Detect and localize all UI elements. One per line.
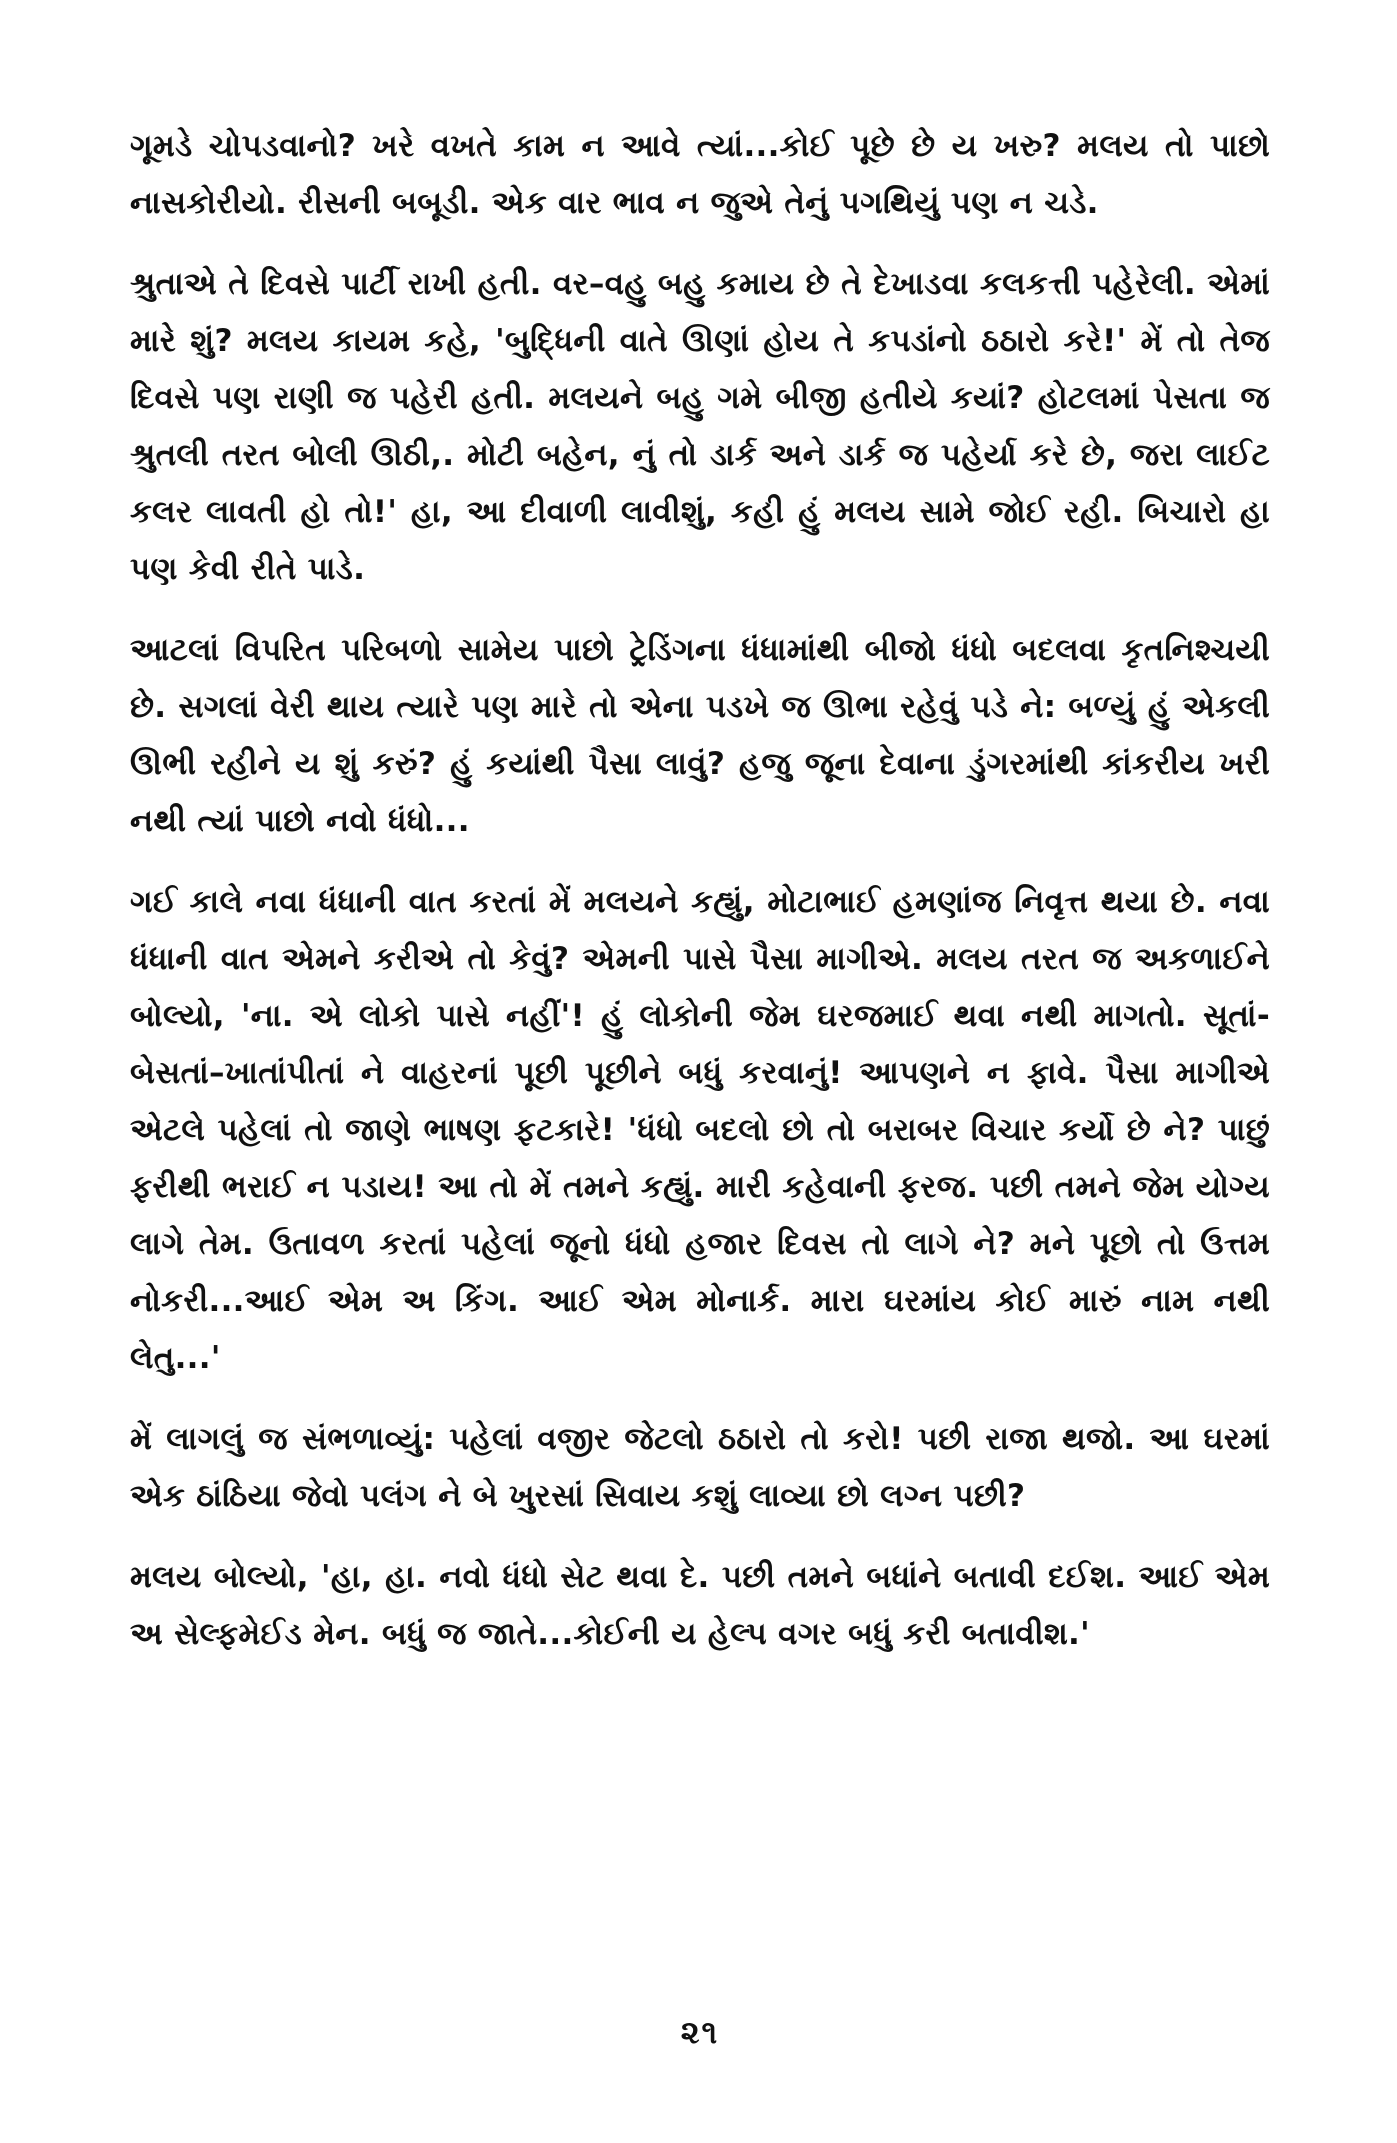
- page-number: ૨૧: [680, 2013, 720, 2051]
- paragraph-3: આટલાં વિપરિત પરિબળો સામેય પાછો ટ્રેડિંગના ધંધામાંથી બીજો ધંધો બદલવા કૃતનિશ્ચયી છે. સગલાં વેરી થાય ત્યારે પણ મારે તો એના પડખે જ ઊભા રહેવું પડે ને: બળ્યું હું એકલી ઊભી રહીને ય શું કરું? હું કયાંથી પૈસા લાવું? હજુ જૂના દેવાના ડુંગરમાંથી કાંકરીય ખરી નથી ત્યાં પાછો નવો ધંધો...: [130, 632, 1270, 839]
- book-page: [130, 118, 1270, 2108]
- paragraph-2: શ્રુતાએ તે દિવસે પાર્ટી રાખી હતી. વર–વહુ બહુ કમાય છે તે દેખાડવા કલકત્તી પહેરેલી. એમાં મારે શું? મલય કાયમ કહે, 'બુદ્ધિની વાતે ઊણાં હોય તે કપડાંનો ઠઠારો કરે!' મેં તો તેજ દિવસે પણ રાણી જ પહેરી હતી. મલયને બહુ ગમે બીજી હતીયે કયાં? હોટલમાં પેસતા જ શ્રુતલી તરત બોલી ઊઠી,. મોટી બહેન, નું તો ડાર્ક અને ડાર્ક જ પહેર્યા કરે છે, જરા લાઈટ કલર લાવતી હો તો!' હા, આ દીવાળી લાવીશું, કહી હું મલય સામે જોઈ રહી. બિચારો હા પણ કેવી રીતે પાડે.: [130, 266, 1270, 587]
- paragraph-5: મેં લાગલું જ સંભળાવ્યું: પહેલાં વજીર જેટલો ઠઠારો તો કરો! પછી રાજા થજો. આ ઘરમાં એક ઠાંઠિયા જેવો પલંગ ને બે ખુરસાં સિવાય કશું લાવ્યા છો લગ્ન પછી?: [130, 1421, 1270, 1514]
- paragraph-1: ગૂમડે ચોપડવાનો? ખરે વખતે કામ ન આવે ત્યાં...કોઈ પૂછે છે ય ખરુ? મલય તો પાછો નાસકોરીયો. રીસની બબૂડી. એક વાર ભાવ ન જુએ તેનું પગથિયું પણ ન ચડે.: [130, 128, 1270, 221]
- paragraph-4: ગઈ કાલે નવા ધંધાની વાત કરતાં મેં મલયને કહ્યું, મોટાભાઈ હમણાંજ નિવૃત્ત થયા છે. નવા ધંધાની વાત એમને કરીએ તો કેવું? એમની પાસે પૈસા માગીએ. મલય તરત જ અકળાઈને બોલ્યો, 'ના. એ લોકો પાસે નહીં'! હું લોકોની જેમ ઘરજમાઈ થવા નથી માગતો. સૂતાં-બેસતાં–ખાતાંપીતાં ને વાહરનાં પૂછી પૂછીને બધું કરવાનું! આપણને ન ફાવે. પૈસા માગીએ એટલે પહેલાં તો જાણે ભાષણ ફટકારે! 'ધંધો બદલો છો તો બરાબર વિચાર કર્યો છે ને? પાછું ફરીથી ભરાઈ ન પડાય! આ તો મેં તમને કહ્યું. મારી કહેવાની ફરજ. પછી તમને જેમ યોગ્ય લાગે તેમ. ઉતાવળ કરતાં પહેલાં જૂનો ધંધો હજાર દિવસ તો લાગે ને? મને પૂછો તો ઉત્તમ નોકરી...આઈ એમ અ કિંગ. આઈ એમ મોનાર્ક. મારા ઘરમાંય કોઈ મારું નામ નથી લેતુ...': [130, 884, 1270, 1376]
- paragraph-6: મલય બોલ્યો, 'હા, હા. નવો ધંધો સેટ થવા દે. પછી તમને બધાંને બતાવી દઈશ. આઈ એમ અ સેલ્ફમેઈડ મેન. બધું જ જાતે...કોઈની ય હેલ્પ વગર બધું કરી બતાવીશ.': [130, 1559, 1270, 1652]
